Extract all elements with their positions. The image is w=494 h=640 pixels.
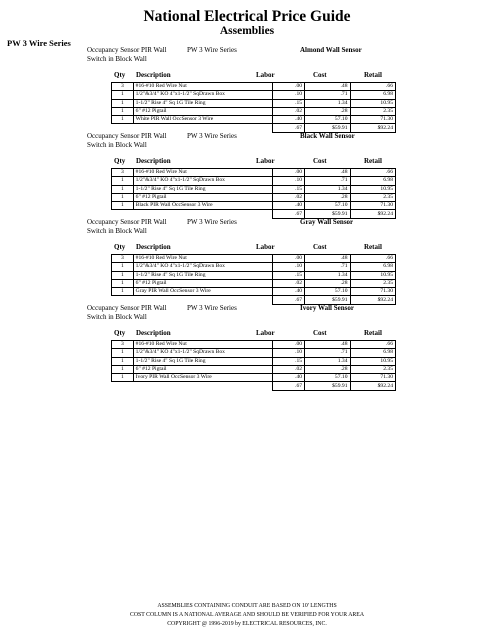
- cell-labor: .00: [273, 255, 305, 263]
- assembly-name-line1: Occupancy Sensor PIR Wall: [87, 132, 167, 140]
- cell-desc: 1-1/2" Rise 4" Sq 1G Tile Ring: [133, 185, 272, 193]
- total-retail: $92.24: [350, 382, 395, 390]
- cell-qty: 1: [112, 374, 134, 382]
- assembly-variant: Ivory Wall Sensor: [300, 304, 354, 312]
- cell-retail: 6.98: [350, 177, 395, 185]
- table-row: [112, 107, 396, 115]
- cell-desc: #16-#10 Red Wire Nut: [133, 169, 272, 177]
- cell-cost: 1.34: [305, 357, 350, 365]
- cell-labor: .02: [273, 107, 305, 115]
- cell-desc: #16-#10 Red Wire Nut: [133, 83, 272, 91]
- cell-cost: .28: [305, 279, 350, 287]
- column-header-retail: Retail: [364, 329, 382, 337]
- items-table: [111, 340, 396, 391]
- cell-cost: .48: [305, 341, 350, 349]
- column-header-qty: Qty: [114, 157, 126, 165]
- cell-retail: 2.35: [350, 365, 395, 373]
- series-heading: PW 3 Wire Series: [7, 38, 71, 48]
- cell-desc: Gray PIR Wall OccSensor 3 Wire: [133, 288, 272, 296]
- column-header-labor: Labor: [256, 157, 275, 165]
- cell-labor: .00: [273, 341, 305, 349]
- cell-desc: Ivory PIR Wall OccSensor 3 Wire: [133, 374, 272, 382]
- total-cost: $59.91: [305, 296, 350, 304]
- cell-retail: 71.30: [350, 202, 395, 210]
- cell-qty: 1: [112, 357, 134, 365]
- total-cost: $59.91: [305, 124, 350, 132]
- cell-cost: 57.10: [305, 374, 350, 382]
- table-row: [112, 271, 396, 279]
- cell-retail: .66: [350, 341, 395, 349]
- cell-retail: .66: [350, 255, 395, 263]
- table-row: [112, 83, 396, 91]
- assembly-series: PW 3 Wire Series: [187, 304, 237, 312]
- column-header-retail: Retail: [364, 157, 382, 165]
- cell-retail: 2.35: [350, 279, 395, 287]
- cell-retail: 2.35: [350, 107, 395, 115]
- cell-qty: 1: [112, 107, 134, 115]
- total-cost: $59.91: [305, 210, 350, 218]
- assembly-variant: Black Wall Sensor: [300, 132, 355, 140]
- cell-retail: 71.30: [350, 374, 395, 382]
- cell-labor: .10: [273, 349, 305, 357]
- empty-cell: [133, 382, 272, 390]
- cell-labor: .15: [273, 271, 305, 279]
- cell-desc: 1/2"&3/4" KO 4"x1-1/2" SqDrawn Box: [133, 263, 272, 271]
- table-row: [112, 349, 396, 357]
- table-row: [112, 255, 396, 263]
- cell-labor: .02: [273, 279, 305, 287]
- cell-qty: 3: [112, 341, 134, 349]
- cell-labor: .15: [273, 185, 305, 193]
- cell-desc: 6" #12 Pigtail: [133, 365, 272, 373]
- cell-qty: 1: [112, 288, 134, 296]
- cell-retail: 2.35: [350, 193, 395, 201]
- cell-cost: 1.34: [305, 99, 350, 107]
- column-header-cost: Cost: [313, 157, 327, 165]
- assembly-name-line1: Occupancy Sensor PIR Wall: [87, 304, 167, 312]
- cell-qty: 3: [112, 255, 134, 263]
- table-row: [112, 341, 396, 349]
- cell-cost: .71: [305, 177, 350, 185]
- cell-qty: 3: [112, 83, 134, 91]
- column-header-qty: Qty: [114, 243, 126, 251]
- table-row: [112, 185, 396, 193]
- cell-labor: .10: [273, 91, 305, 99]
- cell-labor: .10: [273, 263, 305, 271]
- cell-labor: .40: [273, 288, 305, 296]
- assembly-name-line2: Switch in Block Wall: [87, 141, 147, 149]
- total-labor: .67: [273, 296, 305, 304]
- column-header-labor: Labor: [256, 329, 275, 337]
- cell-labor: .40: [273, 116, 305, 124]
- cell-cost: .48: [305, 255, 350, 263]
- assembly-name-line2: Switch in Block Wall: [87, 227, 147, 235]
- total-labor: .67: [273, 210, 305, 218]
- cell-cost: .28: [305, 193, 350, 201]
- cell-labor: .00: [273, 169, 305, 177]
- table-row: [112, 365, 396, 373]
- cell-qty: 1: [112, 91, 134, 99]
- cell-qty: 1: [112, 365, 134, 373]
- cell-cost: .28: [305, 365, 350, 373]
- cell-cost: .48: [305, 169, 350, 177]
- assembly-series: PW 3 Wire Series: [187, 46, 237, 54]
- footer-cost-note: COST COLUMN IS A NATIONAL AVERAGE AND SHOULD BE VERIFIED FOR YOUR AREA: [129, 612, 365, 618]
- cell-labor: .15: [273, 357, 305, 365]
- assembly-name-line1: Occupancy Sensor PIR Wall: [87, 218, 167, 226]
- page-title: National Electrical Price Guide: [143, 8, 351, 25]
- cell-desc: 6" #12 Pigtail: [133, 279, 272, 287]
- cell-cost: .28: [305, 107, 350, 115]
- column-header-description: Description: [136, 329, 171, 337]
- column-header-cost: Cost: [313, 71, 327, 79]
- column-header-qty: Qty: [114, 71, 126, 79]
- column-header-retail: Retail: [364, 243, 382, 251]
- cell-qty: 1: [112, 349, 134, 357]
- cell-cost: 57.10: [305, 202, 350, 210]
- cell-labor: .40: [273, 202, 305, 210]
- cell-desc: 6" #12 Pigtail: [133, 107, 272, 115]
- cell-cost: .71: [305, 349, 350, 357]
- cell-labor: .15: [273, 99, 305, 107]
- table-row: [112, 279, 396, 287]
- assembly-name-line2: Switch in Block Wall: [87, 313, 147, 321]
- cell-retail: .66: [350, 169, 395, 177]
- cell-retail: 10.95: [350, 185, 395, 193]
- column-header-labor: Labor: [256, 71, 275, 79]
- cell-cost: .71: [305, 91, 350, 99]
- total-labor: .67: [273, 124, 305, 132]
- assembly-variant: Almond Wall Sensor: [300, 46, 362, 54]
- cell-retail: 71.30: [350, 288, 395, 296]
- cell-retail: 10.95: [350, 99, 395, 107]
- footer-copyright: COPYRIGHT @ 1996-2019 by ELECTRICAL RESOURCES, INC.: [167, 621, 327, 627]
- cell-qty: 1: [112, 263, 134, 271]
- cell-desc: 1/2"&3/4" KO 4"x1-1/2" SqDrawn Box: [133, 349, 272, 357]
- column-header-description: Description: [136, 243, 171, 251]
- table-row: [112, 177, 396, 185]
- cell-retail: 6.98: [350, 91, 395, 99]
- column-header-retail: Retail: [364, 71, 382, 79]
- table-row: [112, 357, 396, 365]
- table-row: [112, 202, 396, 210]
- table-row: [112, 116, 396, 124]
- column-header-labor: Labor: [256, 243, 275, 251]
- table-row: [112, 263, 396, 271]
- cell-desc: 1/2"&3/4" KO 4"x1-1/2" SqDrawn Box: [133, 177, 272, 185]
- column-header-description: Description: [136, 157, 171, 165]
- cell-retail: 6.98: [350, 349, 395, 357]
- cell-qty: 1: [112, 177, 134, 185]
- cell-desc: 1-1/2" Rise 4" Sq 1G Tile Ring: [133, 357, 272, 365]
- cell-desc: 6" #12 Pigtail: [133, 193, 272, 201]
- table-row: [112, 374, 396, 382]
- cell-labor: .00: [273, 83, 305, 91]
- items-table: [111, 82, 396, 133]
- cell-labor: .02: [273, 193, 305, 201]
- cell-qty: 1: [112, 202, 134, 210]
- totals-row: [112, 382, 396, 390]
- cell-desc: White PIR Wall OccSensor 3 Wire: [133, 116, 272, 124]
- table-row: [112, 169, 396, 177]
- cell-desc: Black PIR Wall OccSensor 3 Wire: [133, 202, 272, 210]
- cell-cost: 57.10: [305, 116, 350, 124]
- items-table: [111, 254, 396, 305]
- cell-retail: 10.95: [350, 357, 395, 365]
- column-header-cost: Cost: [313, 243, 327, 251]
- cell-cost: 1.34: [305, 185, 350, 193]
- cell-labor: .02: [273, 365, 305, 373]
- cell-cost: .48: [305, 83, 350, 91]
- cell-desc: #16-#10 Red Wire Nut: [133, 255, 272, 263]
- cell-desc: 1-1/2" Rise 4" Sq 1G Tile Ring: [133, 271, 272, 279]
- total-retail: $92.24: [350, 124, 395, 132]
- cell-cost: 1.34: [305, 271, 350, 279]
- assembly-name-line2: Switch in Block Wall: [87, 55, 147, 63]
- column-header-cost: Cost: [313, 329, 327, 337]
- total-retail: $92.24: [350, 296, 395, 304]
- cell-qty: 1: [112, 193, 134, 201]
- table-row: [112, 288, 396, 296]
- cell-desc: 1-1/2" Rise 4" Sq 1G Tile Ring: [133, 99, 272, 107]
- cell-qty: 3: [112, 169, 134, 177]
- cell-qty: 1: [112, 116, 134, 124]
- cell-retail: 10.95: [350, 271, 395, 279]
- total-retail: $92.24: [350, 210, 395, 218]
- assembly-name-line1: Occupancy Sensor PIR Wall: [87, 46, 167, 54]
- table-row: [112, 193, 396, 201]
- cell-qty: 1: [112, 99, 134, 107]
- cell-desc: 1/2"&3/4" KO 4"x1-1/2" SqDrawn Box: [133, 91, 272, 99]
- column-header-description: Description: [136, 71, 171, 79]
- assembly-variant: Gray Wall Sensor: [300, 218, 354, 226]
- assembly-series: PW 3 Wire Series: [187, 132, 237, 140]
- assembly-series: PW 3 Wire Series: [187, 218, 237, 226]
- page-subtitle: Assemblies: [219, 25, 275, 37]
- total-cost: $59.91: [305, 382, 350, 390]
- table-row: [112, 91, 396, 99]
- cell-cost: 57.10: [305, 288, 350, 296]
- empty-cell: [112, 382, 134, 390]
- total-labor: .67: [273, 382, 305, 390]
- cell-qty: 1: [112, 279, 134, 287]
- cell-qty: 1: [112, 185, 134, 193]
- items-table: [111, 168, 396, 219]
- cell-labor: .40: [273, 374, 305, 382]
- cell-retail: 6.98: [350, 263, 395, 271]
- column-header-qty: Qty: [114, 329, 126, 337]
- cell-qty: 1: [112, 271, 134, 279]
- table-row: [112, 99, 396, 107]
- cell-desc: #16-#10 Red Wire Nut: [133, 341, 272, 349]
- cell-retail: .66: [350, 83, 395, 91]
- cell-labor: .10: [273, 177, 305, 185]
- cell-cost: .71: [305, 263, 350, 271]
- footer-conduit-note: ASSEMBLIES CONTAINING CONDUIT ARE BASED ON 10' LENGTHS: [157, 603, 337, 609]
- cell-retail: 71.30: [350, 116, 395, 124]
